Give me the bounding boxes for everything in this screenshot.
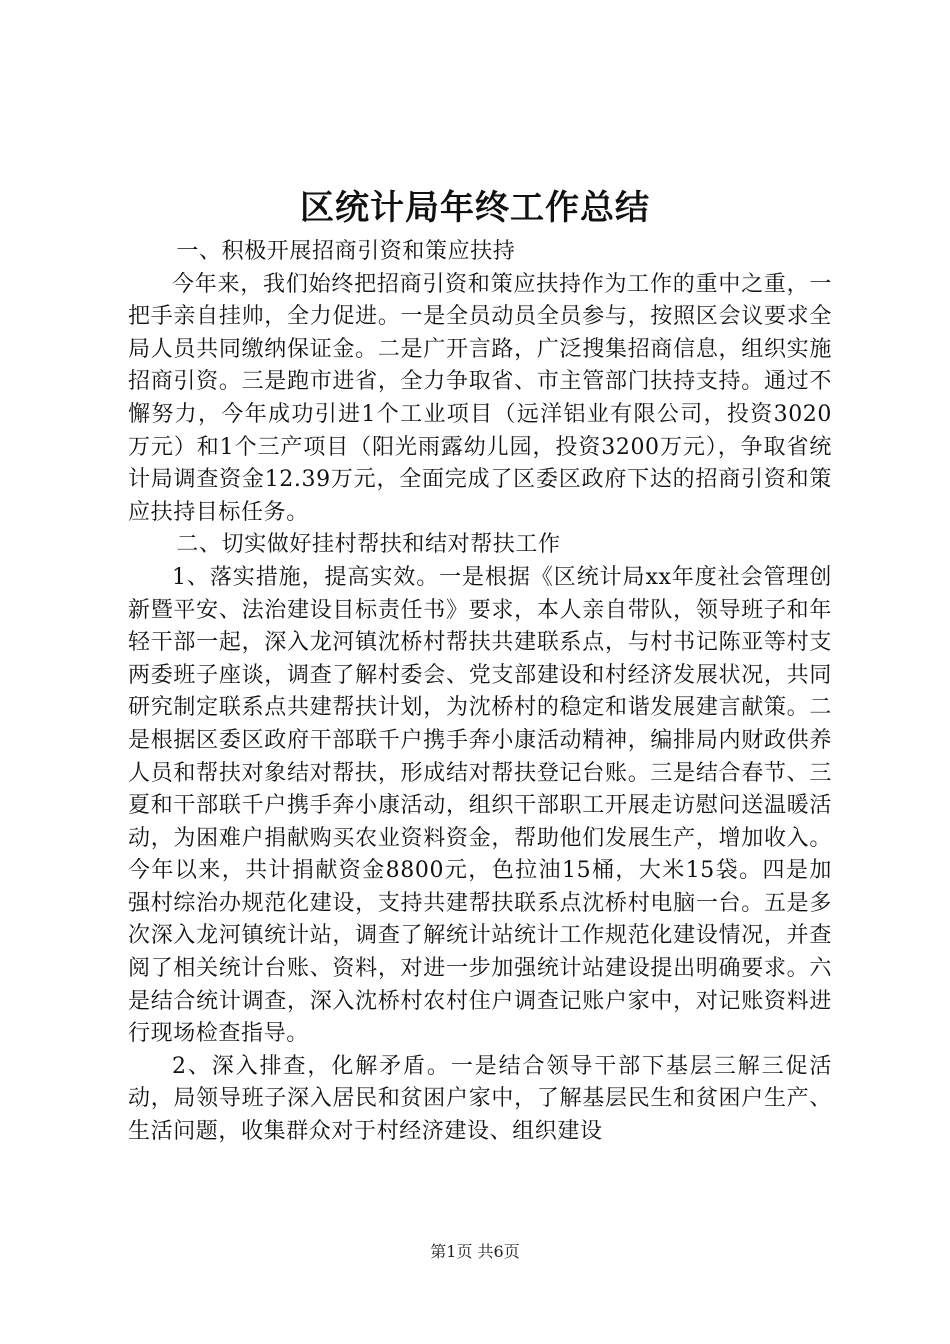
paragraph-investment: 今年来，我们始终把招商引资和策应扶持作为工作的重中之重，一把手亲自挂帅，全力促进。一是全员动员全员参与，按照区会议要求全局人员共同缴纳保证金。二是广开言路，广泛搜集招商信息，组织实施招商引资。三是跑市进省，全力争取省、市主管部门扶持支持。通过不懈努力，今年成功引进1个工业项目（远洋铝业有限公司，投资3020万元）和1个三产项目（阳光雨露幼儿园，投资3200万元），争取省统计局调查资金12.39万元，全面完成了区委区政府下达的招商引资和策应扶持目标任务。 [128,271,832,525]
section-heading-2: 二、切实做好挂村帮扶和结对帮扶工作 [176,532,561,558]
document-body [128,236,832,1149]
paragraph-measures: 1、落实措施，提高实效。一是根据《区统计局xx年度社会管理创新暨平安、法治建设目标责任书》要求，本人亲自带队，领导班子和年轻干部一起，深入龙河镇沈桥村帮扶共建联系点，与村书记陈亚等村支两委班子座谈，调查了解村委会、党支部建设和村经济发展状况，共同研究制定联系点共建帮扶计划，为沈桥村的稳定和谐发展建言献策。二是根据区委区政府干部联千户携手奔小康活动精神，编排局内财政供养人员和帮扶对象结对帮扶，形成结对帮扶登记台账。三是结合春节、三夏和干部联千户携手奔小康活动，组织干部职工开展走访慰问送温暖活动，为困难户捐献购买农业资料资金，帮助他们发展生产，增加收入。今年以来，共计捐献资金8800元，色拉油15桶，大米15袋。四是加强村综治办规范化建设，支持共建帮扶联系点沈桥村电脑一台。五是多次深入龙河镇统计站，调查了解统计站统计工作规范化建设情况，并查阅了相关统计台账、资料，对进一步加强统计站建设提出明确要求。六是结合统计调查，深入沈桥村农村住户调查记账户家中，对记账资料进行现场检查指导。 [128,564,832,1047]
page-number-footer: 第1页 共6页 [430,1242,520,1261]
paragraph-investigation: 2、深入排查，化解矛盾。一是结合领导干部下基层三解三促活动，局领导班子深入居民和贫困户家中，了解基层民生和贫困户生产、生活问题，收集群众对于村经济建设、组织建设 [128,1053,832,1145]
section-heading-1: 一、积极开展招商引资和策应扶持 [176,239,516,264]
document-title: 区统计局年终工作总结 [300,188,650,228]
